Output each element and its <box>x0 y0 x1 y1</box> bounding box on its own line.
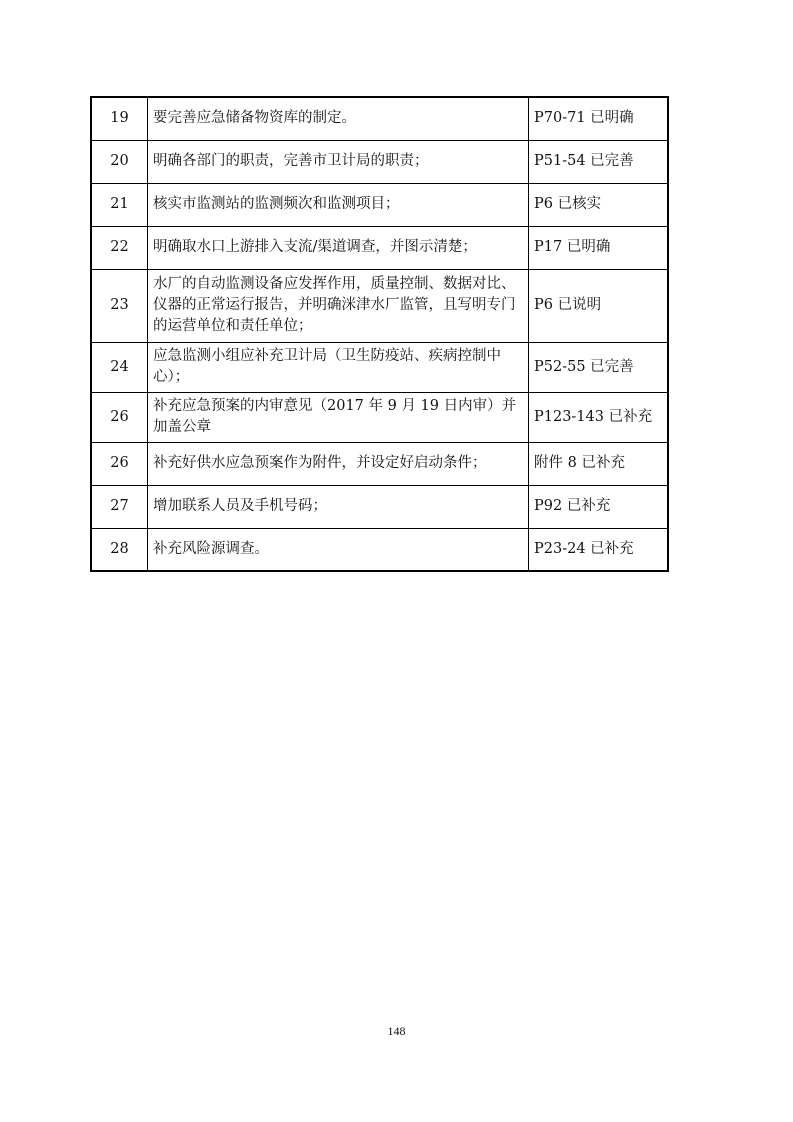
row-content: 补充好供水应急预案作为附件，并设定好启动条件； <box>148 442 529 485</box>
row-result: 附件 8 已补充 <box>529 442 669 485</box>
row-number: 23 <box>91 269 148 342</box>
row-content: 明确各部门的职责，完善市卫计局的职责； <box>148 140 529 183</box>
table-row <box>91 269 668 342</box>
table-row <box>91 140 668 183</box>
row-content: 补充应急预案的内审意见（2017 年 9 月 19 日内审）并加盖公章 <box>148 392 529 442</box>
row-number: 20 <box>91 140 148 183</box>
row-number: 24 <box>91 342 148 392</box>
row-content: 水厂的自动监测设备应发挥作用，质量控制、数据对比、仪器的正常运行报告，并明确洣津水厂监管，且写明专门的运营单位和责任单位； <box>148 269 529 342</box>
row-number: 19 <box>91 97 148 140</box>
row-number: 22 <box>91 226 148 269</box>
row-content: 要完善应急储备物资库的制定。 <box>148 97 529 140</box>
row-number: 26 <box>91 442 148 485</box>
row-result: P6 已说明 <box>529 269 669 342</box>
row-result: P92 已补充 <box>529 485 669 528</box>
table-row <box>91 528 668 571</box>
row-content: 核实市监测站的监测频次和监测项目； <box>148 183 529 226</box>
row-result: P17 已明确 <box>529 226 669 269</box>
table-row <box>91 392 668 442</box>
row-content: 应急监测小组应补充卫计局（卫生防疫站、疾病控制中心）； <box>148 342 529 392</box>
row-result: P70-71 已明确 <box>529 97 669 140</box>
row-result: P6 已核实 <box>529 183 669 226</box>
table-row <box>91 97 668 140</box>
table-row <box>91 342 668 392</box>
row-number: 28 <box>91 528 148 571</box>
review-table <box>90 96 669 572</box>
table-row <box>91 226 668 269</box>
table-row <box>91 485 668 528</box>
row-result: P23-24 已补充 <box>529 528 669 571</box>
page-number: 148 <box>387 1024 406 1038</box>
row-content: 补充风险源调查。 <box>148 528 529 571</box>
row-number: 21 <box>91 183 148 226</box>
row-result: P51-54 已完善 <box>529 140 669 183</box>
row-number: 27 <box>91 485 148 528</box>
row-result: P123-143 已补充 <box>529 392 669 442</box>
table-row <box>91 183 668 226</box>
row-content: 明确取水口上游排入支流/渠道调查，并图示清楚； <box>148 226 529 269</box>
row-result: P52-55 已完善 <box>529 342 669 392</box>
row-number: 26 <box>91 392 148 442</box>
row-content: 增加联系人员及手机号码； <box>148 485 529 528</box>
table-row <box>91 442 668 485</box>
